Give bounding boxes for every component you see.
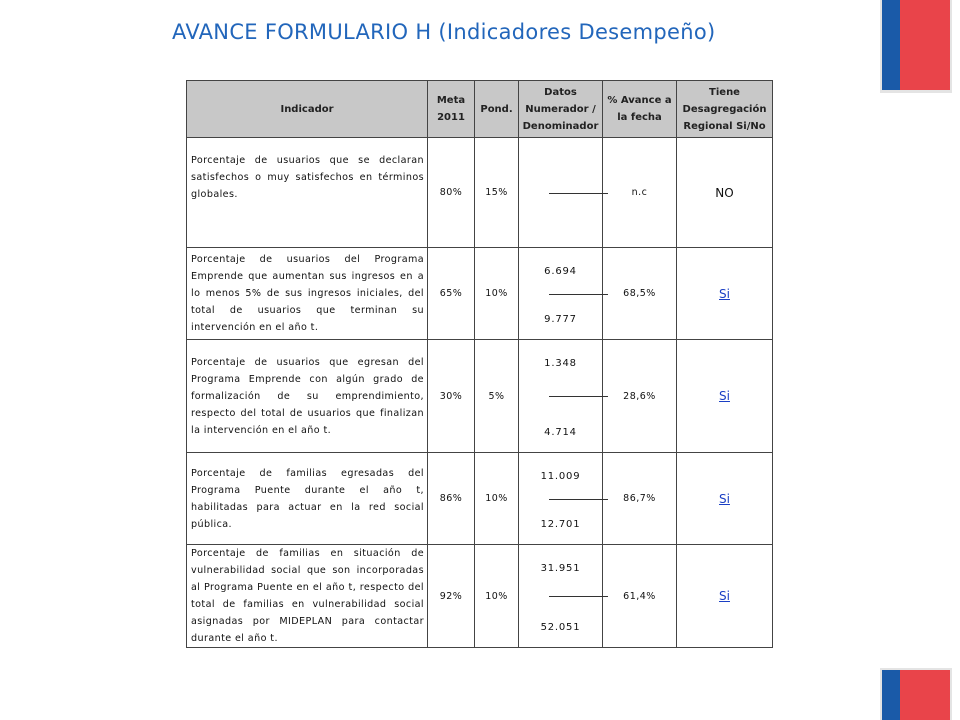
desagregacion-value: [677, 340, 773, 453]
datos-cell: [519, 248, 603, 340]
desagregacion-link[interactable]: Si: [719, 589, 730, 603]
denominador-value: 9.777: [544, 314, 577, 325]
avance-value: 28,6%: [603, 340, 677, 453]
pond-value: 5%: [475, 340, 519, 453]
numerador-value: 1.348: [544, 358, 577, 369]
avance-value: 86,7%: [603, 453, 677, 545]
fraction-line: [549, 396, 608, 397]
numerador-value: 31.951: [540, 563, 581, 574]
denominador-value: 4.714: [544, 427, 577, 438]
desagregacion-label: NO: [715, 185, 734, 200]
numerador-value: 11.009: [540, 471, 581, 482]
table-row: [187, 453, 773, 545]
numerador-value: 6.694: [544, 266, 577, 277]
header-desagregacion: Tiene Desagregación Regional Si/No: [677, 81, 773, 138]
desagregacion-link[interactable]: Si: [719, 286, 730, 301]
desagregacion-value: [677, 248, 773, 340]
denominador-value: 52.051: [540, 622, 581, 633]
indicator-text: Porcentaje de usuarios que se declaran satisfechos o muy satisfechos en términos globales.: [187, 138, 428, 248]
denominador-value: 12.701: [540, 519, 581, 530]
fraction-line: [549, 294, 608, 295]
datos-cell: [519, 545, 603, 648]
table-row: [187, 138, 773, 248]
chile-flag-top-icon: [882, 0, 950, 90]
indicator-text: Porcentaje de familias en situación de vulnerabilidad social que son incorporadas al Programa Puente en el año t, respecto del total de familias en vulnerabilidad social asignadas por MIDEPLAN para contactar durante el año t.: [187, 545, 428, 648]
chile-flag-bottom-icon: [882, 670, 950, 720]
header-pond: Pond.: [475, 81, 519, 138]
meta-value: 30%: [428, 340, 475, 453]
fraction-line: [549, 193, 608, 194]
indicators-table: [186, 80, 773, 648]
fraction-line: [549, 596, 608, 597]
page-title: AVANCE FORMULARIO H (Indicadores Desempeño): [172, 20, 716, 44]
header-avance: % Avance a la fecha: [603, 81, 677, 138]
table-row: [187, 545, 773, 648]
pond-value: 15%: [475, 138, 519, 248]
indicator-text: Porcentaje de usuarios que egresan del Programa Emprende con algún grado de formalización de su emprendimiento, respecto del total de usuarios que finalizan la intervención en el año t.: [187, 340, 428, 453]
avance-value: n.c: [603, 138, 677, 248]
pond-value: 10%: [475, 453, 519, 545]
table-row: [187, 248, 773, 340]
desagregacion-value: [677, 138, 773, 248]
desagregacion-link[interactable]: Si: [719, 491, 730, 506]
avance-value: 68,5%: [603, 248, 677, 340]
indicator-text: Porcentaje de familias egresadas del Programa Puente durante el año t, habilitadas para actuar en la red social pública.: [187, 453, 428, 545]
meta-value: 80%: [428, 138, 475, 248]
table-row: [187, 340, 773, 453]
desagregacion-link[interactable]: Si: [719, 389, 730, 403]
pond-value: 10%: [475, 545, 519, 648]
datos-cell: [519, 138, 603, 248]
datos-cell: [519, 340, 603, 453]
header-meta: Meta 2011: [428, 81, 475, 138]
header-indicador: Indicador: [187, 81, 428, 138]
meta-value: 92%: [428, 545, 475, 648]
pond-value: 10%: [475, 248, 519, 340]
avance-value: 61,4%: [603, 545, 677, 648]
desagregacion-value: [677, 545, 773, 648]
fraction-line: [549, 499, 608, 500]
meta-value: 65%: [428, 248, 475, 340]
table-header-row: [187, 81, 773, 138]
meta-value: 86%: [428, 453, 475, 545]
datos-cell: [519, 453, 603, 545]
indicator-text: Porcentaje de usuarios del Programa Emprende que aumentan sus ingresos en a lo menos 5% de sus ingresos iniciales, del total de usuarios que terminan su intervención en el año t.: [187, 248, 428, 340]
desagregacion-value: [677, 453, 773, 545]
header-datos: Datos Numerador / Denominador: [519, 81, 603, 138]
